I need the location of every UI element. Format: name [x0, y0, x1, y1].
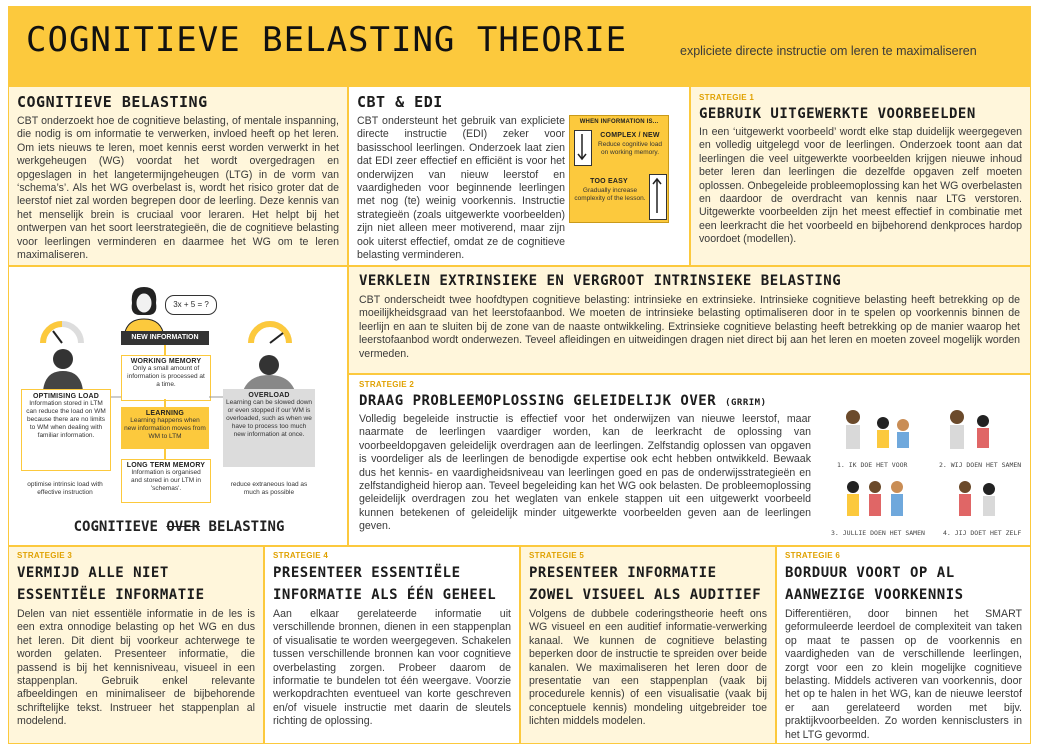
strategy-2-heading-main: DRAAG PROBLEEMOPLOSSING GELEIDELIJK OVER [359, 393, 717, 409]
overload-footnote: reduce extraneous load as much as possible [230, 481, 308, 496]
you-do-alone-illustration [931, 473, 1015, 527]
student-calm-illustration [37, 347, 89, 391]
strategy-4-text: Aan elkaar gerelateerde informatie uit verschillende bronnen, dienen in een stappenplan of visualisatie te worden weergegeven. Schakelen tussen verschillende bronnen kan voor cognitieve overbelasting zorgen. Probeer daarom de informatie te bundelen tot één weergave. Voorzie werkopdrachten eventueel van korte geschreven en/of visuele instructie met daarin de sleutels richting de oplossing. [273, 608, 511, 728]
cbt-edi-text: CBT ondersteunt het gebruik van expliciete directe instructie (EDI) zeker voor basisschool leerlingen. Onderzoek laat zien dat EDI zeer effectief en efficiënt is voor het onderwijzen van nieuw leerstof en vaardigheden voor beginnende leerlingen met nog (te) weinig voorkennis. Instructie strategieën (zoals uitgewerkte voorbeelden) zijn niet alleen meer motiverend, maar zijn ook uiterst effectief, omdat ze de cognitieve belasting verminderen. [357, 115, 565, 262]
cbt-edi-heading: CBT & EDI [357, 93, 443, 111]
caption-part-1: COGNITIEVE [73, 519, 158, 535]
complexity-graphic [569, 115, 669, 223]
strategy-6-text: Differentiëren, door binnen het SMART geformuleerde leerdoel de complexiteit van taken op maat te passen op de voorkennis en vaardigheden van de verschillende leerlingen, zorgt voor een zo klein mogelijke cognitieve belasting. Middels activeren van voorkennis, door het op te halen in het WG, kan de nieuwe leerstof er aan gerelateerd worden met bijv. praktijkvoorbeelden. Zo worden kennisclusters in het LTG gevormd. [785, 608, 1022, 741]
grrim-caption-4: 4. JIJ DOET HET ZELF [943, 529, 1022, 537]
easy-text: Gradually increase complexity of the lesson. [574, 187, 646, 202]
new-information-label: NEW INFORMATION [121, 331, 209, 345]
header-bar [8, 6, 1031, 86]
optimising-load-text: Information stored in LTM can reduce the load on WM because there are no limits to WM when dealing with familiar information. [26, 400, 106, 439]
optimising-load-title: OPTIMISING LOAD [33, 393, 99, 400]
strategy-3-heading: VERMIJD ALLE NIET ESSENTIËLE INFORMATIE [17, 565, 205, 603]
grrim-caption-2: 2. WIJ DOEN HET SAMEN [939, 461, 1022, 469]
strategy-5-heading: PRESENTEER INFORMATIE ZOWEL VISUEEL ALS AUDITIEF [529, 565, 762, 603]
strategy-2-text: Volledig begeleide instructie is effectief voor het onderwijzen van nieuwe leerstof, maar naarmate de leerlingen vaardiger worden, kan de leerkracht de oplossing van voorbeeldopgaven geleidelijk overdragen aan de leerlingen. Zelfstandig oplossen van opgaven is voordeliger als de leerlingen de benodigde expertise ook echt hebben ontwikkeld. Bewaak dus het kennis- en vaardigheidsniveau van leerlingen goed en pas de onderwijsstrategieën en zelfstandigheid hierop aan. Teveel begeleiding kan het WG ook belasten. De probleemoplossing geleidelijk overdragen zou het weglaten van enkele stappen uit een uitgewerkt voorbeeld kunnen betekenen of geleidelijk minder uitgewerkte voorbeelden geven aan de leerlingen geven. [359, 413, 811, 533]
gauge-high-icon [247, 319, 293, 347]
learning-text: Learning happens when new information moves from WM to LTM [124, 417, 206, 440]
strategy-2-heading-small: (GRRIM) [725, 398, 767, 408]
cognitive-overload-diagram [8, 266, 348, 546]
cognitive-load-section [8, 86, 348, 266]
strategy-5-text: Volgens de dubbele coderingstheorie heeft ons WG visueel en een auditief informatie-verwerking kanaal. We kunnen de cognitieve belasting beperken door de instructie te spreiden over beide kanalen. We maximaliseren het leren door de presentatie van een stappenplan (vaak bij procedurele kennis) of een visualisatie (vaak bij conceptuele kennis) mondeling uitgebreider toe lichten middels modelen. [529, 608, 767, 728]
strategy-1-text: In een ‘uitgewerkt voorbeeld’ wordt elke stap duidelijk weergegeven en volledig uitgelegd voor de leerlingen. Onderzoek toont aan dat leerlingen die veel uitgewerkte voorbeelden krijgen nieuwe inhoud beter leren dan leerlingen die dezelfde opgaven zelf moeten oplossen. Onbegeleide probleemoplossing kan het WG overbelasten en daardoor de overdracht van kennis naar LTG verstoren. Uitgewerkte voorbeelden zijn het meest effectief in combinatie met een leerkracht die het voorbeeld en bijbehorend denkproces hardop voordoet (modellen). [699, 126, 1022, 246]
cognitive-load-heading: COGNITIEVE BELASTING [17, 93, 208, 111]
long-term-memory-title: LONG TERM MEMORY [126, 462, 206, 469]
strategy-1-label: STRATEGIE 1 [699, 93, 755, 102]
learning-title: LEARNING [145, 410, 185, 417]
strategy-6-section [776, 546, 1031, 744]
reduce-load-heading: VERKLEIN EXTRINSIEKE EN VERGROOT INTRINSIEKE BELASTING [359, 273, 842, 289]
grrim-illustrations [827, 401, 1023, 541]
overload-box [223, 389, 315, 467]
caption-part-2-struck: OVER [166, 519, 201, 535]
grrim-caption-1: 1. IK DOE HET VOOR [837, 461, 908, 469]
strategy-4-label: STRATEGIE 4 [273, 551, 329, 560]
arrow-down-icon [574, 130, 592, 166]
strategy-5-section [520, 546, 776, 744]
strategy-3-text: Delen van niet essentiële informatie in de les is een extra onnodige belasting op het WG en dus het leren. Dit dient bij voorkeur achterwege te worden gelaten. Presenteer informatie, die passend is bij het kennisniveau, visueel in een stappenplan. Gebruik enkel relevante afbeeldingen en minimaliseer de bijbehorende schriftelijke tekst. Instrueer het stappenplan al modelend. [17, 608, 255, 728]
strategy-1-heading: GEBRUIK UITGEWERKTE VOORBEELDEN [699, 106, 976, 122]
page-subtitle: expliciete directe instructie om leren te maximaliseren [680, 44, 977, 58]
optimising-load-footnote: optimise intrinsic load with effective instruction [27, 481, 103, 496]
strategy-4-section [264, 546, 520, 744]
long-term-memory-text: Information is organised and stored in our LTM in 'schemas'. [131, 469, 201, 492]
strategy-6-heading: BORDUUR VOORT OP AL AANWEZIGE VOORKENNIS [785, 565, 964, 603]
page-title: COGNITIEVE BELASTING THEORIE [26, 20, 628, 60]
arrow-up-icon [649, 174, 667, 220]
complex-text: Reduce cognitive load on working memory. [598, 141, 662, 156]
you-do-together-illustration [833, 473, 917, 527]
caption-part-3: BELASTING [208, 519, 285, 535]
optimising-load-box [21, 389, 111, 471]
strategy-6-label: STRATEGIE 6 [785, 551, 841, 560]
student-overwhelmed-illustration [239, 351, 299, 391]
reduce-load-text: CBT onderscheidt twee hoofdtypen cognitieve belasting: intrinsieke en extrinsieke. Intrinsieke cognitieve belasting heeft betrekking op de moeilijkheidsgraad van het leerstofaanbod. We moeten de intrinsieke belasting optimaliseren door in te spelen op voorkennis binnen de leerlijn en aan te sluiten bij de zone van de naaste ontwikkeling. Extrinsieke cognitieve belasting heeft betrekking op de manier waarop het leerstofaanbod wordt onderwezen. Teveel afleidingen en uitweidingen dragen niet direct bij aan het leren en moeten zoveel mogelijk worden vermeden. [359, 294, 1020, 360]
we-do-together-illustration [931, 405, 1015, 461]
diagram-caption [9, 519, 349, 535]
strategy-2-section [348, 374, 1031, 546]
working-memory-text: Only a small amount of information is processed at a time. [127, 365, 205, 388]
graphic-top-label: WHEN INFORMATION IS... [579, 119, 659, 125]
teacher-demonstrates-illustration [833, 405, 917, 461]
reduce-load-section [348, 266, 1031, 374]
strategy-5-label: STRATEGIE 5 [529, 551, 585, 560]
speech-bubble: 3x + 5 = ? [165, 295, 217, 315]
overload-text: Learning can be slowed down or even stopped if our WM is overloaded, such as when we have to process too much new information at once. [226, 399, 313, 438]
strategy-3-section [8, 546, 264, 744]
strategy-2-label: STRATEGIE 2 [359, 380, 415, 389]
easy-title: TOO EASY [590, 178, 628, 185]
working-memory-title: WORKING MEMORY [130, 358, 202, 365]
overload-title: OVERLOAD [248, 392, 290, 399]
strategy-4-heading: PRESENTEER ESSENTIËLE INFORMATIE ALS ÉÉN GEHEEL [273, 565, 497, 603]
cbt-edi-section [348, 86, 690, 266]
gauge-low-icon [39, 319, 85, 347]
strategy-1-section [690, 86, 1031, 266]
strategy-3-label: STRATEGIE 3 [17, 551, 73, 560]
grrim-caption-3: 3. JULLIE DOEN HET SAMEN [831, 529, 925, 537]
cognitive-load-text: CBT onderzoekt hoe de cognitieve belasting, of mentale inspanning, die nodig is om informatie te verwerken, invloed heeft op het leren. Om iets nieuws te leren, moet kennis eerst worden verwerkt in het werkgeheugen (WG) voordat het wordt overgedragen en opgeslagen in het langetermijngeheugen (LTG) in de vorm van ‘schema’s’. Als het WG overbelast is, wordt het risico groter dat de leerstof niet zal worden begrepen door de leerling. Deze kennis van het menselijk brein is cruciaal voor leraren. Het helpt bij het ontwerpen van het soort leerstrategieën, die de cognitieve belasting voor leerlingen verminderen en daarmee het WG om te leren maximaliseren. [17, 115, 339, 262]
complex-title: COMPLEX / NEW [600, 132, 660, 139]
